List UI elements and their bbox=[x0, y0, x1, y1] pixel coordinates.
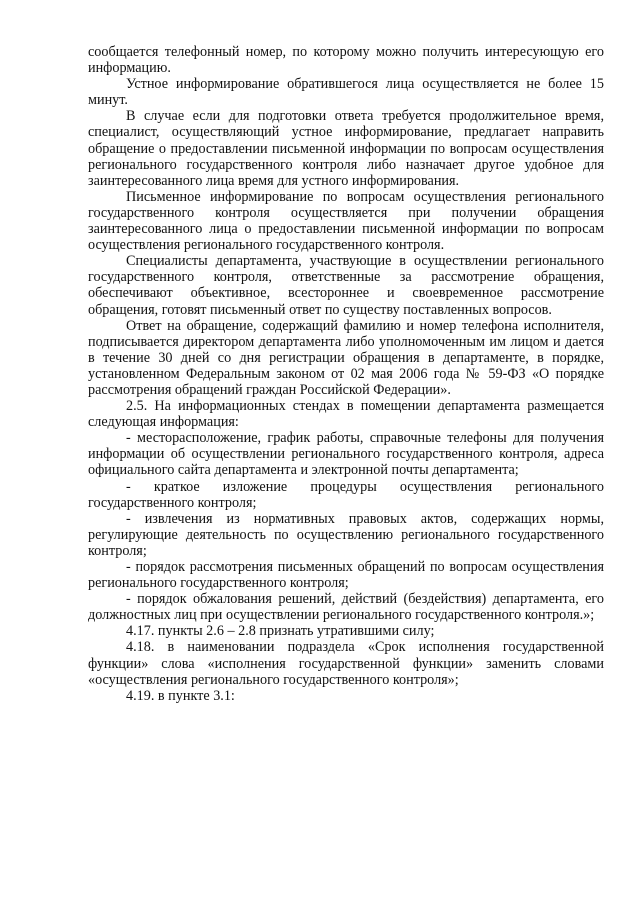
list-item-appeal-order: - порядок обжалования решений, действий (бездействия) департамента, его должностных лиц при осуществлении регионального государственного контроля.»; bbox=[88, 591, 604, 624]
paragraph-4-19: 4.19. в пункте 3.1: bbox=[126, 687, 235, 704]
list-item-extracts: - извлечения из нормативных правовых актов, содержащих нормы, регулирующие деятельность по осуществлению регионального государственного контроля; bbox=[88, 510, 604, 559]
list-item-procedure: - краткое изложение процедуры осуществления регионального государственного контроля; bbox=[88, 478, 604, 511]
paragraph-4-17: 4.17. пункты 2.6 – 2.8 признать утратившими силу; bbox=[126, 623, 435, 640]
paragraph-4-18: 4.18. в наименовании подраздела «Срок исполнения государственной функции» слова «исполнения государственной функции» заменить словами «осуществления регионального государственного контроля»; bbox=[88, 639, 604, 688]
paragraph-answer-signature: Ответ на обращение, содержащий фамилию и номер телефона исполнителя, подписывается директором департамента либо уполномоченным им лицом и дается в течение 30 дней со дня регистрации обращения в департаменте, в порядке, установленном Федеральным законом от 02 мая 2006 года № 59-ФЗ «О порядке рассмотрения обращений граждан Российской Федерации». bbox=[88, 317, 604, 398]
list-item-review-order: - порядок рассмотрения письменных обращений по вопросам осуществления регионального государственного контроля; bbox=[88, 559, 604, 592]
document-page bbox=[88, 44, 604, 704]
paragraph-phone-info: сообщается телефонный номер, по которому можно получить интересующую его информацию. bbox=[88, 44, 604, 77]
paragraph-section-2-5: 2.5. На информационных стендах в помещении департамента размещается следующая информация: bbox=[88, 398, 604, 431]
paragraph-oral-duration: Устное информирование обратившегося лица осуществляется не более 15 минут. bbox=[88, 76, 604, 109]
list-item-location: - месторасположение, график работы, справочные телефоны для получения информации об осуществлении регионального государственного контроля, адреса официального сайта департамента и электронной почты департамента; bbox=[88, 430, 604, 479]
paragraph-written-info: Письменное информирование по вопросам осуществления регионального государственного контроля осуществляется при получении обращения заинтересованного лица о предоставлении письменной информации по вопросам осуществления регионального государственного контроля. bbox=[88, 188, 604, 254]
paragraph-long-answer: В случае если для подготовки ответа требуется продолжительное время, специалист, осуществляющий устное информирование, предлагает направить обращение о предоставлении письменной информации по вопросам осуществления регионального государственного контроля либо назначает другое удобное для заинтересованного лица время для устного информирования. bbox=[88, 108, 604, 189]
paragraph-specialists: Специалисты департамента, участвующие в осуществлении регионального государственного контроля, ответственные за рассмотрение обращения, обеспечивают объективное, всестороннее и своевременное рассмотрение обращения, готовят письменный ответ по существу поставленных вопросов. bbox=[88, 253, 604, 318]
